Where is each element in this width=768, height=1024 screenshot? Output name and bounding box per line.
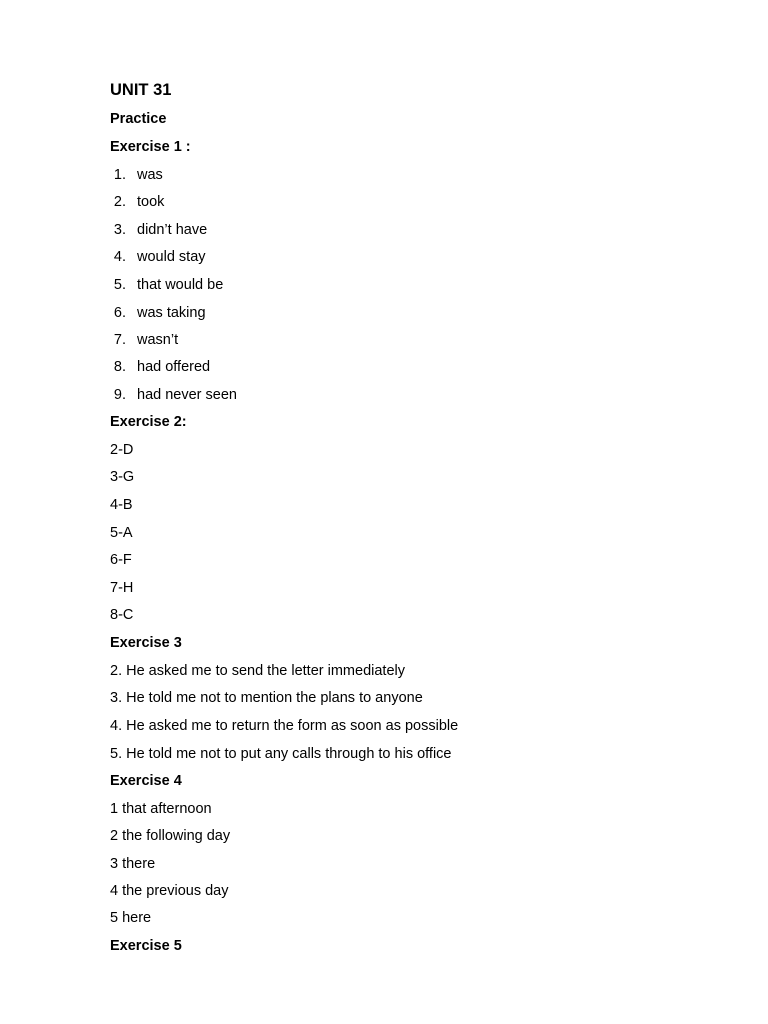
exercise-2-heading: Exercise 2: [110,414,187,430]
list-item: 2. He asked me to send the letter immediately [110,663,405,679]
item-text: was taking [137,305,206,321]
item-text: was [137,167,163,183]
item-number: 9. [113,387,126,403]
exercise-3-heading: Exercise 3 [110,635,182,651]
list-item: 2-D [110,442,134,458]
item-number: 2. [113,194,126,210]
item-text: had offered [137,359,211,375]
exercise-1-heading: Exercise 1 : [110,139,191,155]
list-item: 3-G [110,469,135,485]
list-item: 2 the following day [110,828,231,844]
list-item: 7-H [110,580,134,596]
item-number: 1. [113,167,126,183]
item-number: 8. [113,359,126,375]
item-number: 7. [113,332,126,348]
list-item: 5-A [110,525,133,541]
exercise-5-heading: Exercise 5 [110,938,182,954]
practice-heading: Practice [110,111,167,127]
list-item: 5 here [110,910,152,926]
item-number: 4. [113,249,126,265]
item-number: 3. [113,222,126,238]
item-number: 6. [113,305,126,321]
list-item: 8-C [110,607,134,623]
list-item: 1 that afternoon [110,801,212,817]
item-text: didn’t have [137,222,208,238]
item-text: that would be [137,277,224,293]
item-text: wasn’t [137,332,179,348]
list-item: 6-F [110,552,132,568]
item-text: took [137,194,165,210]
unit-title: UNIT 31 [110,81,172,99]
list-item: 3. He told me not to mention the plans to anyone [110,690,423,706]
list-item: 4. He asked me to return the form as soon as possible [110,718,459,734]
item-number: 5. [113,277,126,293]
exercise-4-heading: Exercise 4 [110,773,182,789]
list-item: 5. He told me not to put any calls through to his office [110,746,452,762]
item-text: had never seen [137,387,237,403]
list-item: 4-B [110,497,133,513]
list-item: 3 there [110,856,156,872]
list-item: 4 the previous day [110,883,229,899]
item-text: would stay [137,249,206,265]
